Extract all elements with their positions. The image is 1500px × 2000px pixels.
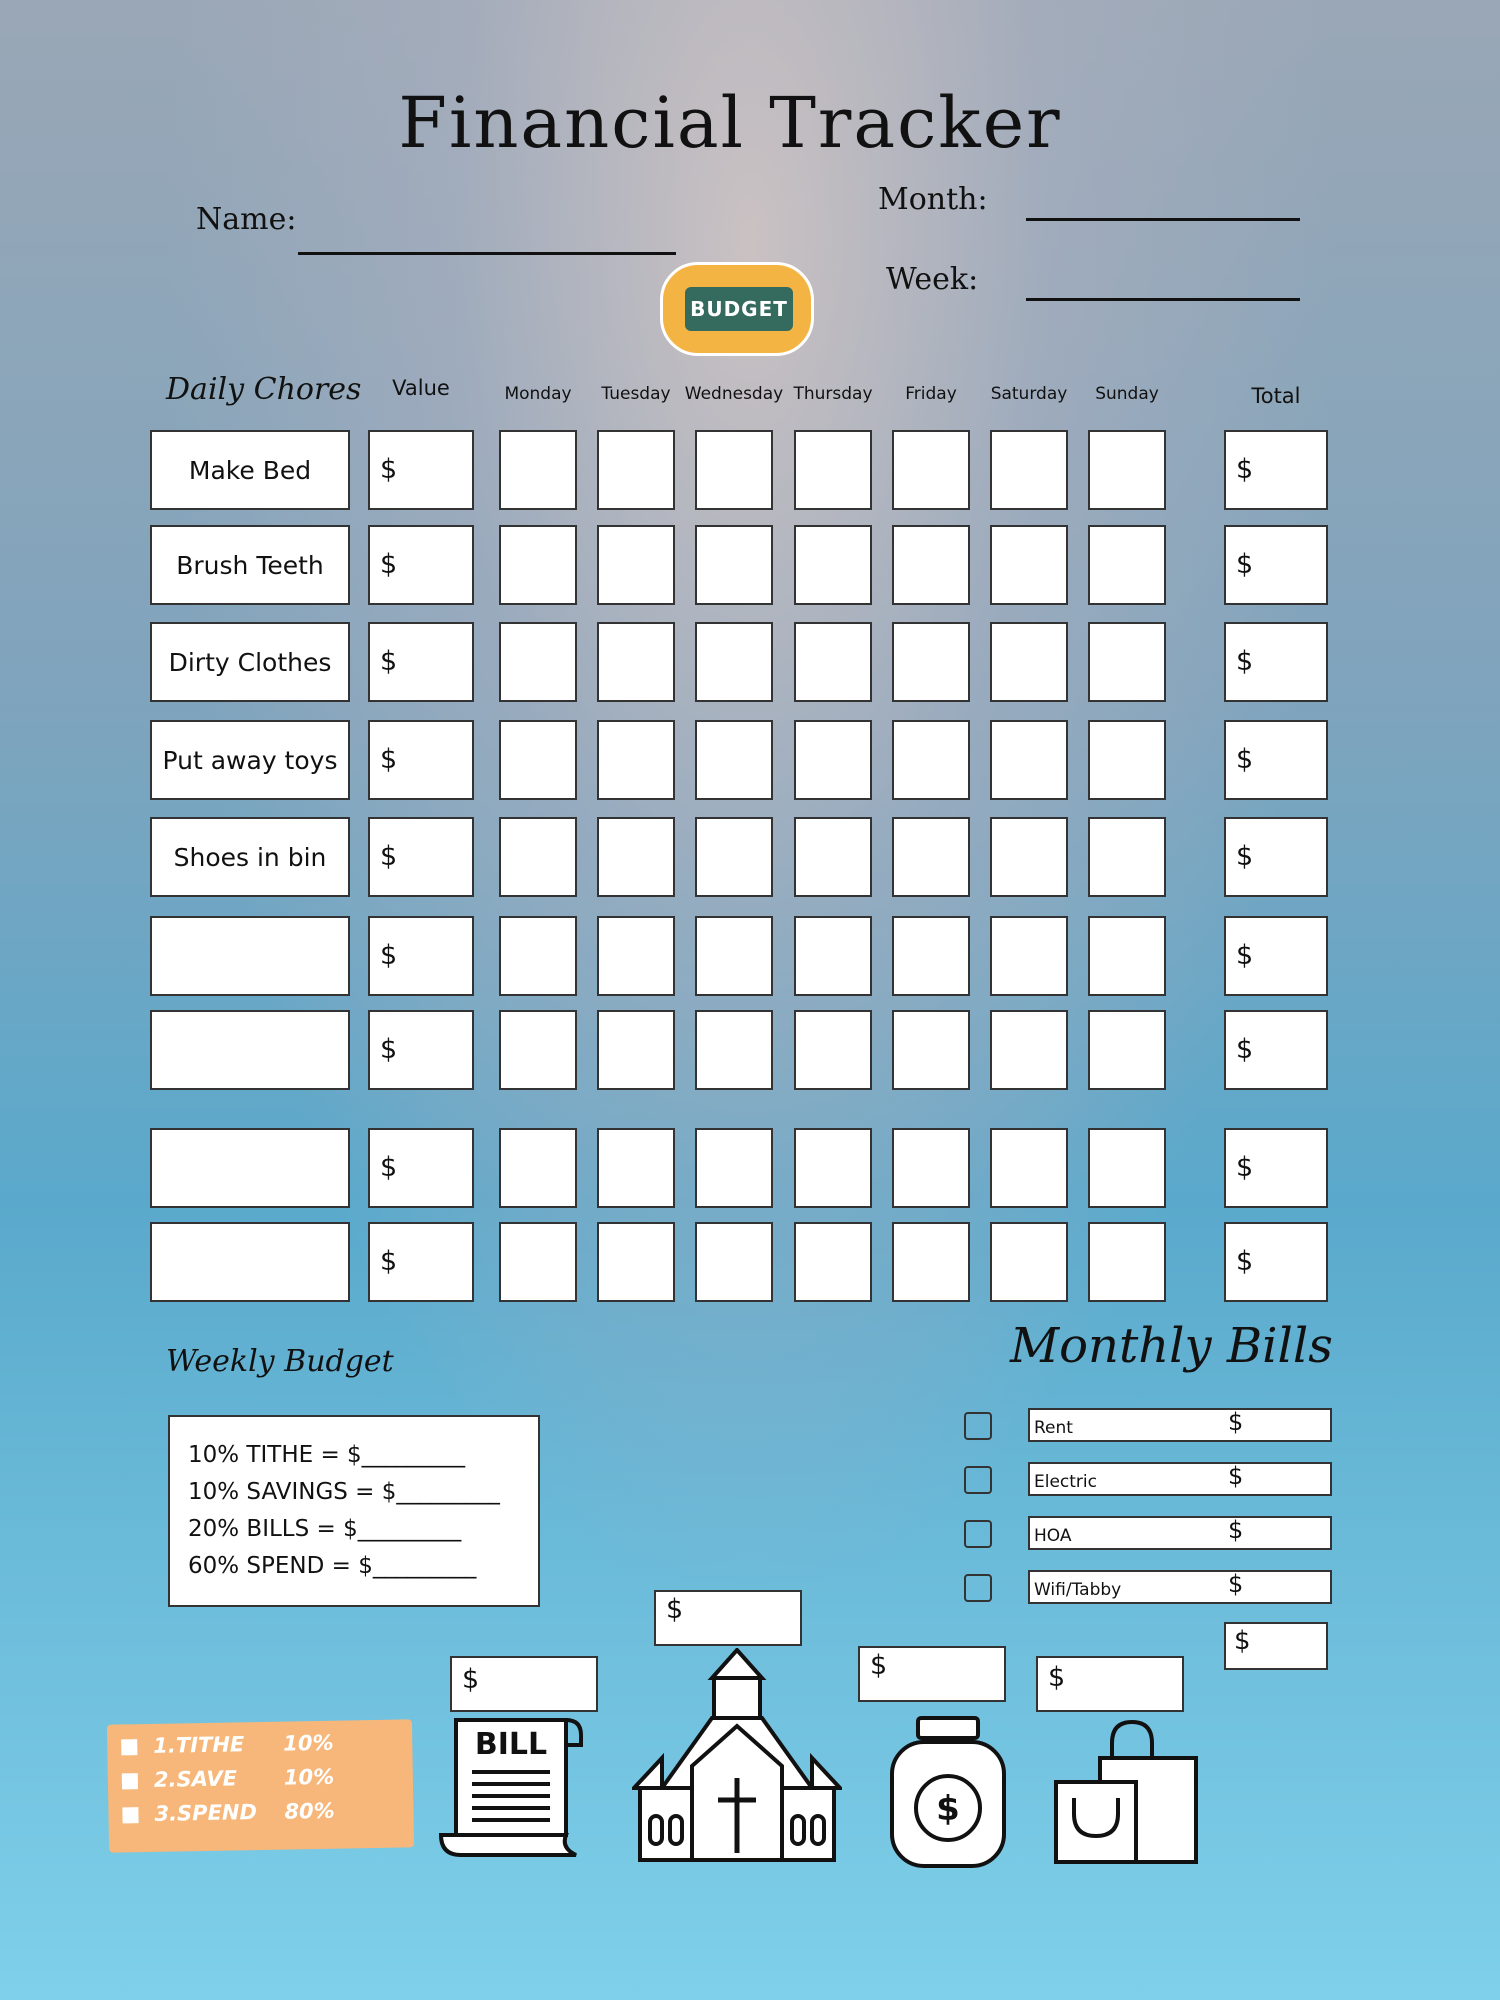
day-checkbox-sunday[interactable] [1088, 525, 1166, 605]
day-checkbox-thursday[interactable] [794, 916, 872, 996]
day-checkbox-sunday[interactable] [1088, 622, 1166, 702]
day-checkbox-saturday[interactable] [990, 1128, 1068, 1208]
day-checkbox-tuesday[interactable] [597, 1222, 675, 1302]
day-checkbox-saturday[interactable] [990, 720, 1068, 800]
chore-value-cell[interactable]: $ [368, 622, 474, 702]
day-checkbox-wednesday[interactable] [695, 1010, 773, 1090]
savings-jar-icon [888, 1714, 1008, 1870]
day-checkbox-friday[interactable] [892, 430, 970, 510]
budget-line-tithe: 10% TITHE = $_________ [188, 1442, 466, 1468]
day-checkbox-sunday[interactable] [1088, 1128, 1166, 1208]
chore-value-cell[interactable]: $ [368, 720, 474, 800]
chore-name-cell[interactable]: Shoes in bin [150, 817, 350, 897]
day-checkbox-monday[interactable] [499, 1010, 577, 1090]
weekly-budget-box[interactable] [168, 1415, 540, 1607]
budget-sticker [660, 262, 814, 356]
chore-value-cell[interactable]: $ [368, 1128, 474, 1208]
bill-checkbox-rent[interactable] [964, 1412, 992, 1440]
day-checkbox-wednesday[interactable] [695, 525, 773, 605]
day-checkbox-monday[interactable] [499, 525, 577, 605]
jar-dollar-symbol: $ [936, 1789, 960, 1829]
bill-checkbox-hoa[interactable] [964, 1520, 992, 1548]
tithe-amount-box[interactable] [654, 1590, 802, 1646]
day-checkbox-sunday[interactable] [1088, 720, 1166, 800]
chore-name-cell[interactable] [150, 1128, 350, 1208]
chore-total-cell[interactable]: $ [1224, 916, 1328, 996]
day-checkbox-tuesday[interactable] [597, 1128, 675, 1208]
day-checkbox-saturday[interactable] [990, 1010, 1068, 1090]
day-checkbox-sunday[interactable] [1088, 916, 1166, 996]
name-label: Name: [196, 202, 297, 237]
spend-amount-dollar: $ [1048, 1662, 1066, 1693]
day-checkbox-thursday[interactable] [794, 1222, 872, 1302]
day-checkbox-friday[interactable] [892, 525, 970, 605]
page-title: Financial Tracker [398, 82, 1062, 164]
note-pct-tithe: 10% [283, 1730, 334, 1756]
day-checkbox-thursday[interactable] [794, 1010, 872, 1090]
month-line[interactable] [1026, 218, 1300, 221]
bill-row-rent[interactable] [1028, 1408, 1332, 1442]
chore-total-cell[interactable]: $ [1224, 622, 1328, 702]
bill-icon [436, 1710, 586, 1860]
shopping-bags-icon [1052, 1718, 1202, 1868]
chore-total-cell[interactable]: $ [1224, 525, 1328, 605]
day-checkbox-monday[interactable] [499, 720, 577, 800]
value-header: Value [392, 376, 450, 400]
day-checkbox-thursday[interactable] [794, 430, 872, 510]
day-checkbox-thursday[interactable] [794, 1128, 872, 1208]
day-checkbox-wednesday[interactable] [695, 916, 773, 996]
note-checkbox-spend [122, 1807, 138, 1823]
bills-total-box[interactable] [1224, 1622, 1328, 1670]
day-checkbox-friday[interactable] [892, 1222, 970, 1302]
chore-name-cell[interactable]: Brush Teeth [150, 525, 350, 605]
bills-amount-box[interactable] [450, 1656, 598, 1712]
day-checkbox-tuesday[interactable] [597, 817, 675, 897]
note-row-save [122, 1765, 335, 1793]
day-checkbox-tuesday[interactable] [597, 622, 675, 702]
day-checkbox-monday[interactable] [499, 430, 577, 510]
chore-value-cell[interactable]: $ [368, 916, 474, 996]
day-checkbox-monday[interactable] [499, 1128, 577, 1208]
day-checkbox-saturday[interactable] [990, 622, 1068, 702]
day-header-tuesday: Tuesday [601, 384, 671, 404]
day-checkbox-saturday[interactable] [990, 916, 1068, 996]
bill-dollar: $ [1228, 1516, 1244, 1544]
bills-total-dollar: $ [1234, 1626, 1251, 1656]
day-checkbox-wednesday[interactable] [695, 720, 773, 800]
chore-total-cell[interactable]: $ [1224, 817, 1328, 897]
note-label-spend: 3.SPEND [154, 1800, 258, 1826]
day-checkbox-wednesday[interactable] [695, 1222, 773, 1302]
day-checkbox-saturday[interactable] [990, 430, 1068, 510]
day-checkbox-thursday[interactable] [794, 817, 872, 897]
tithe-amount-dollar: $ [666, 1594, 684, 1625]
chore-total-cell[interactable]: $ [1224, 1128, 1328, 1208]
day-checkbox-wednesday[interactable] [695, 1128, 773, 1208]
note-checkbox-save [122, 1773, 138, 1789]
bill-checkbox-electric[interactable] [964, 1466, 992, 1494]
day-checkbox-sunday[interactable] [1088, 430, 1166, 510]
day-checkbox-friday[interactable] [892, 1128, 970, 1208]
note-row-spend [122, 1799, 335, 1827]
day-checkbox-tuesday[interactable] [597, 916, 675, 996]
chore-value-cell[interactable]: $ [368, 817, 474, 897]
day-checkbox-monday[interactable] [499, 1222, 577, 1302]
chore-value-cell[interactable]: $ [368, 1222, 474, 1302]
month-label: Month: [878, 182, 988, 217]
chore-name-cell[interactable] [150, 1010, 350, 1090]
day-checkbox-wednesday[interactable] [695, 817, 773, 897]
day-checkbox-saturday[interactable] [990, 817, 1068, 897]
bill-row-hoa[interactable] [1028, 1516, 1332, 1550]
day-checkbox-thursday[interactable] [794, 525, 872, 605]
day-checkbox-friday[interactable] [892, 1010, 970, 1090]
day-header-saturday: Saturday [990, 384, 1068, 404]
day-header-friday: Friday [905, 384, 957, 404]
bill-icon-text: BILL [474, 1727, 548, 1762]
day-checkbox-wednesday[interactable] [695, 430, 773, 510]
day-checkbox-tuesday[interactable] [597, 1010, 675, 1090]
day-checkbox-sunday[interactable] [1088, 1010, 1166, 1090]
bill-dollar: $ [1228, 1408, 1244, 1436]
budget-line-bills: 20% BILLS = $_________ [188, 1516, 462, 1542]
weekly-budget-title: Weekly Budget [166, 1344, 394, 1379]
note-checkbox-tithe [121, 1739, 137, 1755]
budget-line-spend: 60% SPEND = $_________ [188, 1553, 477, 1579]
budget-sticker-label: BUDGET [685, 287, 793, 331]
day-checkbox-thursday[interactable] [794, 720, 872, 800]
church-icon [632, 1648, 842, 1868]
note-label-save: 2.SAVE [153, 1766, 238, 1792]
day-checkbox-thursday[interactable] [794, 622, 872, 702]
week-line[interactable] [1026, 298, 1300, 301]
day-checkbox-sunday[interactable] [1088, 1222, 1166, 1302]
chore-value-cell[interactable]: $ [368, 525, 474, 605]
bill-checkbox-wifitabby[interactable] [964, 1574, 992, 1602]
day-checkbox-friday[interactable] [892, 720, 970, 800]
bill-row-wifitabby[interactable] [1028, 1570, 1332, 1604]
day-checkbox-monday[interactable] [499, 622, 577, 702]
chore-name-cell[interactable]: Dirty Clothes [150, 622, 350, 702]
day-header-wednesday: Wednesday [684, 384, 784, 404]
monthly-bills-title: Monthly Bills [1010, 1318, 1333, 1374]
day-checkbox-saturday[interactable] [990, 525, 1068, 605]
spend-amount-box[interactable] [1036, 1656, 1184, 1712]
bill-dollar: $ [1228, 1462, 1244, 1490]
savings-amount-dollar: $ [870, 1650, 888, 1681]
savings-amount-box[interactable] [858, 1646, 1006, 1702]
day-header-monday: Monday [504, 384, 572, 404]
bill-dollar: $ [1228, 1570, 1244, 1598]
day-header-sunday: Sunday [1095, 384, 1159, 404]
bill-label: Electric [1034, 1472, 1097, 1492]
day-checkbox-friday[interactable] [892, 817, 970, 897]
note-label-tithe: 1.TITHE [153, 1732, 245, 1758]
chore-total-cell[interactable]: $ [1224, 720, 1328, 800]
bill-label: HOA [1034, 1526, 1072, 1546]
bill-row-electric[interactable] [1028, 1462, 1332, 1496]
allocation-sticky-note [107, 1719, 414, 1852]
chore-name-cell[interactable]: Make Bed [150, 430, 350, 510]
day-checkbox-tuesday[interactable] [597, 720, 675, 800]
bills-amount-dollar: $ [462, 1664, 480, 1695]
day-checkbox-tuesday[interactable] [597, 525, 675, 605]
day-checkbox-friday[interactable] [892, 916, 970, 996]
daily-chores-title: Daily Chores [166, 372, 362, 407]
chore-total-cell[interactable]: $ [1224, 1222, 1328, 1302]
week-label: Week: [886, 262, 979, 297]
day-checkbox-friday[interactable] [892, 622, 970, 702]
note-row-tithe [121, 1731, 334, 1759]
note-pct-save: 10% [283, 1764, 335, 1790]
bill-label: Rent [1034, 1418, 1073, 1438]
bill-label: Wifi/Tabby [1034, 1580, 1122, 1600]
budget-line-savings: 10% SAVINGS = $_________ [188, 1479, 500, 1505]
chore-name-cell[interactable]: Put away toys [150, 720, 350, 800]
day-checkbox-monday[interactable] [499, 817, 577, 897]
day-checkbox-tuesday[interactable] [597, 430, 675, 510]
chore-total-cell[interactable]: $ [1224, 1010, 1328, 1090]
chore-name-cell[interactable] [150, 1222, 350, 1302]
chore-name-cell[interactable] [150, 916, 350, 996]
note-pct-spend: 80% [284, 1798, 335, 1824]
chore-total-cell[interactable]: $ [1224, 430, 1328, 510]
chore-value-cell[interactable]: $ [368, 1010, 474, 1090]
day-header-thursday: Thursday [793, 384, 873, 404]
total-header: Total [1251, 384, 1301, 408]
name-line[interactable] [298, 252, 676, 255]
day-checkbox-wednesday[interactable] [695, 622, 773, 702]
chore-value-cell[interactable]: $ [368, 430, 474, 510]
day-checkbox-saturday[interactable] [990, 1222, 1068, 1302]
day-checkbox-sunday[interactable] [1088, 817, 1166, 897]
day-checkbox-monday[interactable] [499, 916, 577, 996]
